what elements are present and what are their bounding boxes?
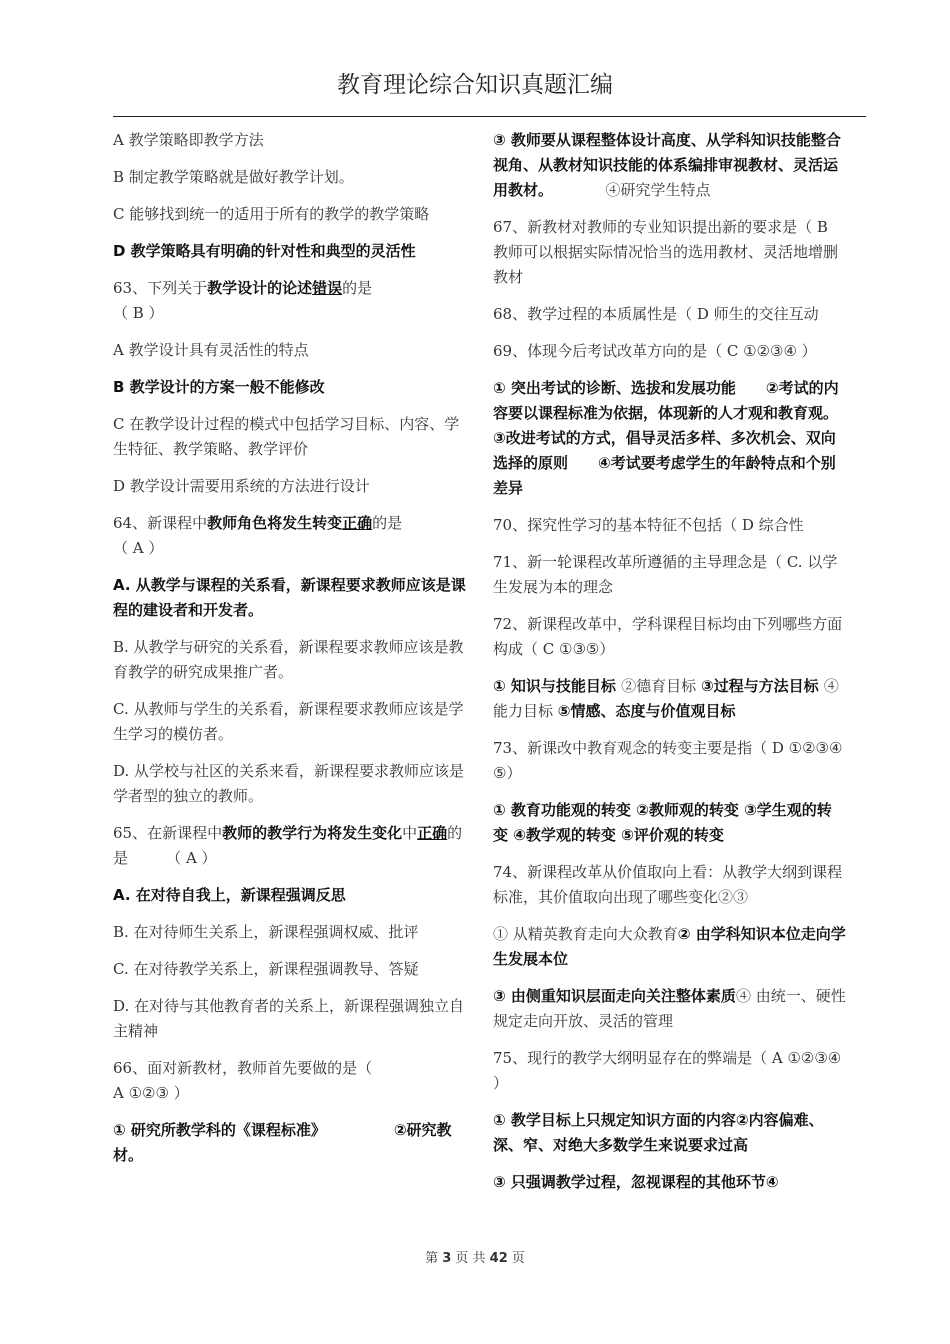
answer-option: ① 突出考试的诊断、选拔和发展功能 ②考试的内容要以课程标准为依据，体现新的人才观和教育观。③改进考试的方式，倡导灵活多样、多次机会、双向选择的原则 ④考试要考虑学生的年龄特点和个别差异 <box>493 379 839 497</box>
option-text: D 教学设计需要用系统的方法进行设计 <box>113 477 370 495</box>
page-footer: 第 3 页 共 42 页 <box>425 1251 525 1266</box>
question-74: 74、新课程改革从价值取向上看：从教学大纲到课程标准，其价值取向出现了哪些变化②③ <box>493 863 843 906</box>
page-header-title: 教育理论综合知识真题汇编 <box>337 72 613 98</box>
answer-option: ③ 只强调教学过程，忽视课程的其他环节④ <box>493 1173 779 1191</box>
question-72: 72、新课程改革中，学科课程目标均由下列哪些方面构成（ C ①③⑤） <box>493 615 843 658</box>
option-text: B 制定教学策略就是做好教学计划。 <box>113 168 354 186</box>
answer-option: ① 从精英教育走向大众教育② 由学科知识本位走向学生发展本位 <box>493 925 846 968</box>
answer-option: ① 研究所教学科的《课程标准》 ②研究教材。 <box>113 1121 452 1164</box>
option-text: B. 从教学与研究的关系看，新课程要求教师应该是教育教学的研究成果推广者。 <box>113 638 464 681</box>
question-71: 71、新一轮课程改革所遵循的主导理念是（ C. 以学生发展为本的理念 <box>493 553 838 596</box>
option-text: A 教学策略即教学方法 <box>113 131 264 149</box>
question-keyword: 教师角色将发生转变 <box>207 514 343 532</box>
option-text: A 教学设计具有灵活性的特点 <box>113 341 309 359</box>
answer-option: ① 教育功能观的转变 ②教师观的转变 ③学生观的转变 ④教学观的转变 ⑤评价观的转变 <box>493 801 832 844</box>
question-64: 64、新课程中教师角色将发生转变正确的是 （ A ） <box>113 514 403 557</box>
answer-option: ③ 教师要从课程整体设计高度、从学科知识技能整合视角、从教材知识技能的体系编排审视教材、灵活运用教材。 ④研究学生特点 <box>493 131 841 199</box>
option-text: B. 在对待师生关系上，新课程强调权威、批评 <box>113 923 419 941</box>
question-keyword: 教师的教学行为将发生变化 <box>222 824 403 842</box>
answer-option: ① 知识与技能目标 ②德育目标 ③过程与方法目标 ④能力目标 ⑤情感、态度与价值观目标 <box>493 677 839 720</box>
question-67: 67、新教材对教师的专业知识提出新的要求是（ B 教师可以根据实际情况恰当的选用教材、灵活地增删教材 <box>493 218 839 286</box>
question-63: 63、下列关于教学设计的论述错误的是 （ B ） <box>113 279 373 322</box>
question-68: 68、教学过程的本质属性是（ D 师生的交往互动 <box>493 305 819 323</box>
option-text: C 在教学设计过程的模式中包括学习目标、内容、学生特征、教学策略、教学评价 <box>113 415 460 458</box>
right-column <box>493 128 846 1207</box>
answer-option: A. 在对待自我上，新课程强调反思 <box>113 886 346 904</box>
question-73: 73、新课改中教育观念的转变主要是指（ D ①②③④⑤） <box>493 739 843 782</box>
question-answer: （ A ） <box>113 539 164 557</box>
question-69: 69、体现今后考试改革方向的是（ C ①②③④ ） <box>493 342 817 360</box>
question-75: 75、现行的教学大纲明显存在的弊端是（ A ①②③④ ） <box>493 1049 842 1092</box>
question-70: 70、探究性学习的基本特征不包括（ D 综合性 <box>493 516 804 534</box>
answer-option: A. 从教学与课程的关系看，新课程要求教师应该是课程的建设者和开发者。 <box>113 576 466 619</box>
question-keyword-underlined: 正确 <box>342 514 373 532</box>
question-answer: A ①②③ ） <box>113 1084 189 1102</box>
question-65: 65、在新课程中教师的教学行为将发生变化中正确的是 （ A ） <box>113 824 463 867</box>
option-text: C 能够找到统一的适用于所有的教学的教学策略 <box>113 205 430 223</box>
option-text: C. 在对待教学关系上，新课程强调教导、答疑 <box>113 960 419 978</box>
page-total: 42 <box>489 1251 508 1266</box>
option-text: D. 从学校与社区的关系来看，新课程要求教师应该是学者型的独立的教师。 <box>113 762 465 805</box>
question-66: 66、面对新教材，教师首先要做的是（ A ①②③ ） <box>113 1059 373 1102</box>
question-answer: （ A ） <box>166 849 217 867</box>
option-text: D. 在对待与其他教育者的关系上，新课程强调独立自主精神 <box>113 997 465 1040</box>
question-answer: （ B ） <box>113 304 164 322</box>
answer-option: ① 教学目标上只规定知识方面的内容②内容偏难、深、窄、对绝大多数学生来说要求过高 <box>493 1111 824 1154</box>
left-column <box>113 128 468 1180</box>
answer-option: ③ 由侧重知识层面走向关注整体素质④ 由统一、硬性规定走向开放、灵活的管理 <box>493 987 846 1030</box>
question-keyword-underlined: 错误 <box>312 279 343 297</box>
page-number: 3 <box>442 1251 452 1266</box>
question-keyword-underlined: 正确 <box>417 824 448 842</box>
header-divider <box>113 116 866 117</box>
option-text: C. 从教师与学生的关系看，新课程要求教师应该是学生学习的模仿者。 <box>113 700 464 743</box>
answer-option: D 教学策略具有明确的针对性和典型的灵活性 <box>113 242 416 260</box>
answer-option: B 教学设计的方案一般不能修改 <box>113 378 325 396</box>
question-keyword: 教学设计的论述 <box>207 279 313 297</box>
